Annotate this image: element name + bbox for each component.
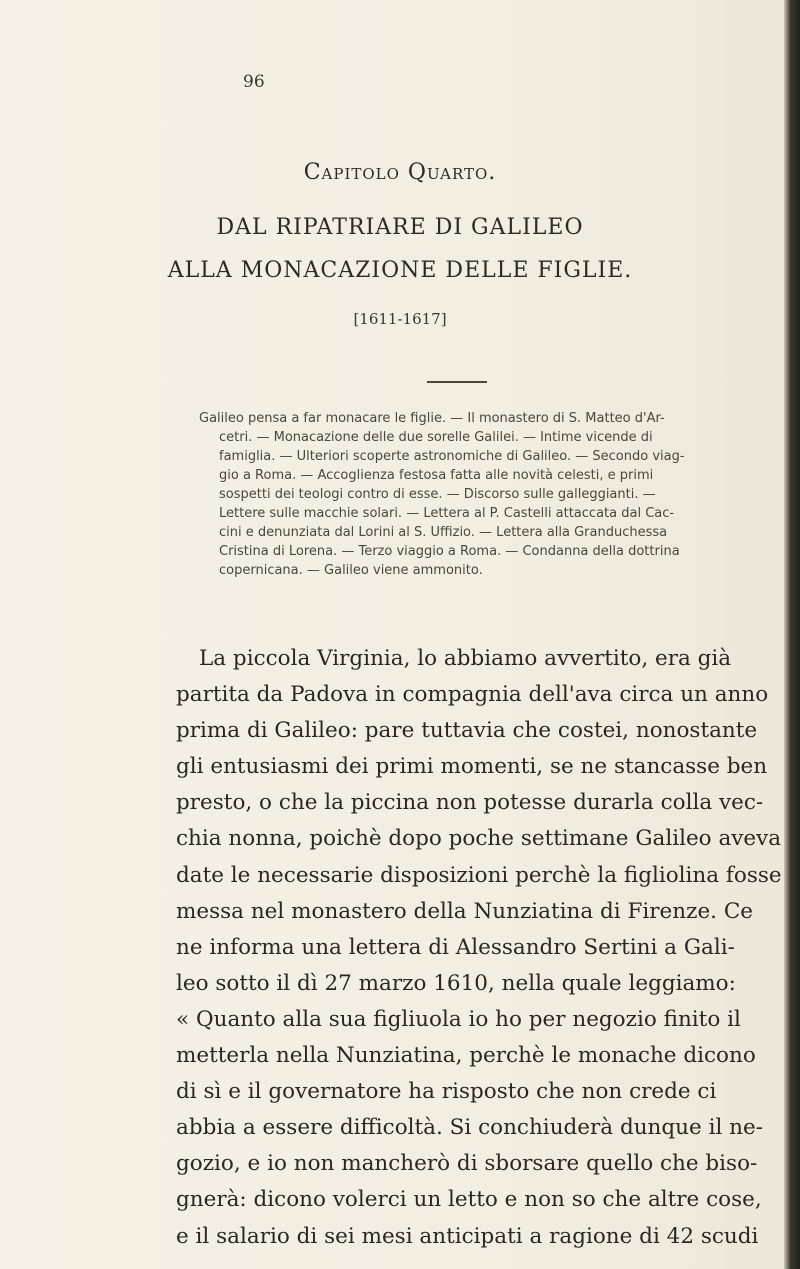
body-line: date le necessarie disposizioni perchè la figliolina fosse [176, 862, 782, 888]
body-line: abbia a essere difficoltà. Si conchiuderà dunque il ne- [176, 1115, 763, 1141]
summary-line: Lettere sulle macchie solari. — Lettera al P. Castelli attaccata dal Cac- [219, 506, 675, 521]
summary-line: Galileo pensa a far monacare le figlie. — Il monastero di S. Matteo d'Ar- [199, 411, 665, 426]
body-line: di sì e il governatore ha risposto che non crede ci [176, 1079, 717, 1105]
chapter-title-line-1: DAL RIPATRIARE DI GALILEO [216, 215, 584, 240]
summary-line: cini e denunziata dal Lorini al S. Uffizio. — Lettera alla Granduchessa [219, 525, 668, 540]
summary-line: Cristina di Lorena. — Terzo viaggio a Roma. — Condanna della dottrina [219, 544, 680, 559]
body-line: gnerà: dicono volerci un letto e non so che altre cose, [176, 1187, 762, 1213]
body-line: partita da Padova in compagnia dell'ava circa un anno [176, 682, 769, 708]
body-line: La piccola Virginia, lo abbiamo avvertito, era già [199, 646, 732, 671]
body-line: gli entusiasmi dei primi momenti, se ne stancasse ben [176, 754, 768, 780]
chapter-heading: Capitolo Quarto. [303, 160, 497, 185]
chapter-summary [199, 409, 757, 580]
body-line: « Quanto alla sua figliuola io ho per negozio finito il [176, 1006, 741, 1032]
body-line: ne informa una lettera di Alessandro Sertini a Gali- [176, 934, 735, 960]
page-edge [784, 0, 800, 1269]
body-line: gozio, e io non mancherò di sborsare quello che biso- [176, 1151, 758, 1177]
page-number: 96 [243, 72, 265, 92]
summary-line: cetri. — Monacazione delle due sorelle Galilei. — Intime vicende di [219, 430, 653, 445]
section-divider [427, 381, 487, 383]
body-line: presto, o che la piccina non potesse durarla colla vec- [176, 790, 764, 816]
body-line: prima di Galileo: pare tuttavia che costei, nonostante [176, 718, 758, 744]
body-line: leo sotto il dì 27 marzo 1610, nella quale leggiamo: [176, 970, 736, 996]
body-line: metterla nella Nunziatina, perchè le monache dicono [176, 1043, 756, 1069]
body-line: chia nonna, poichè dopo poche settimane Galileo aveva [176, 826, 782, 852]
summary-line: copernicana. — Galileo viene ammonito. [219, 563, 483, 578]
body-text [176, 641, 782, 1255]
chapter-title-line-2: ALLA MONACAZIONE DELLE FIGLIE. [167, 258, 633, 283]
summary-line: gio a Roma. — Accoglienza festosa fatta alle novità celesti, e primi [219, 468, 654, 483]
summary-line: famiglia. — Ulteriori scoperte astronomiche di Galileo. — Secondo viag- [219, 449, 685, 464]
summary-line: sospetti dei teologi contro di esse. — Discorso sulle galleggianti. — [219, 487, 656, 502]
chapter-dates: [1611-1617] [353, 310, 447, 328]
body-line: messa nel monastero della Nunziatina di Firenze. Ce [176, 898, 754, 924]
body-line: e il salario di sei mesi anticipati a ragione di 42 scudi [176, 1223, 759, 1249]
